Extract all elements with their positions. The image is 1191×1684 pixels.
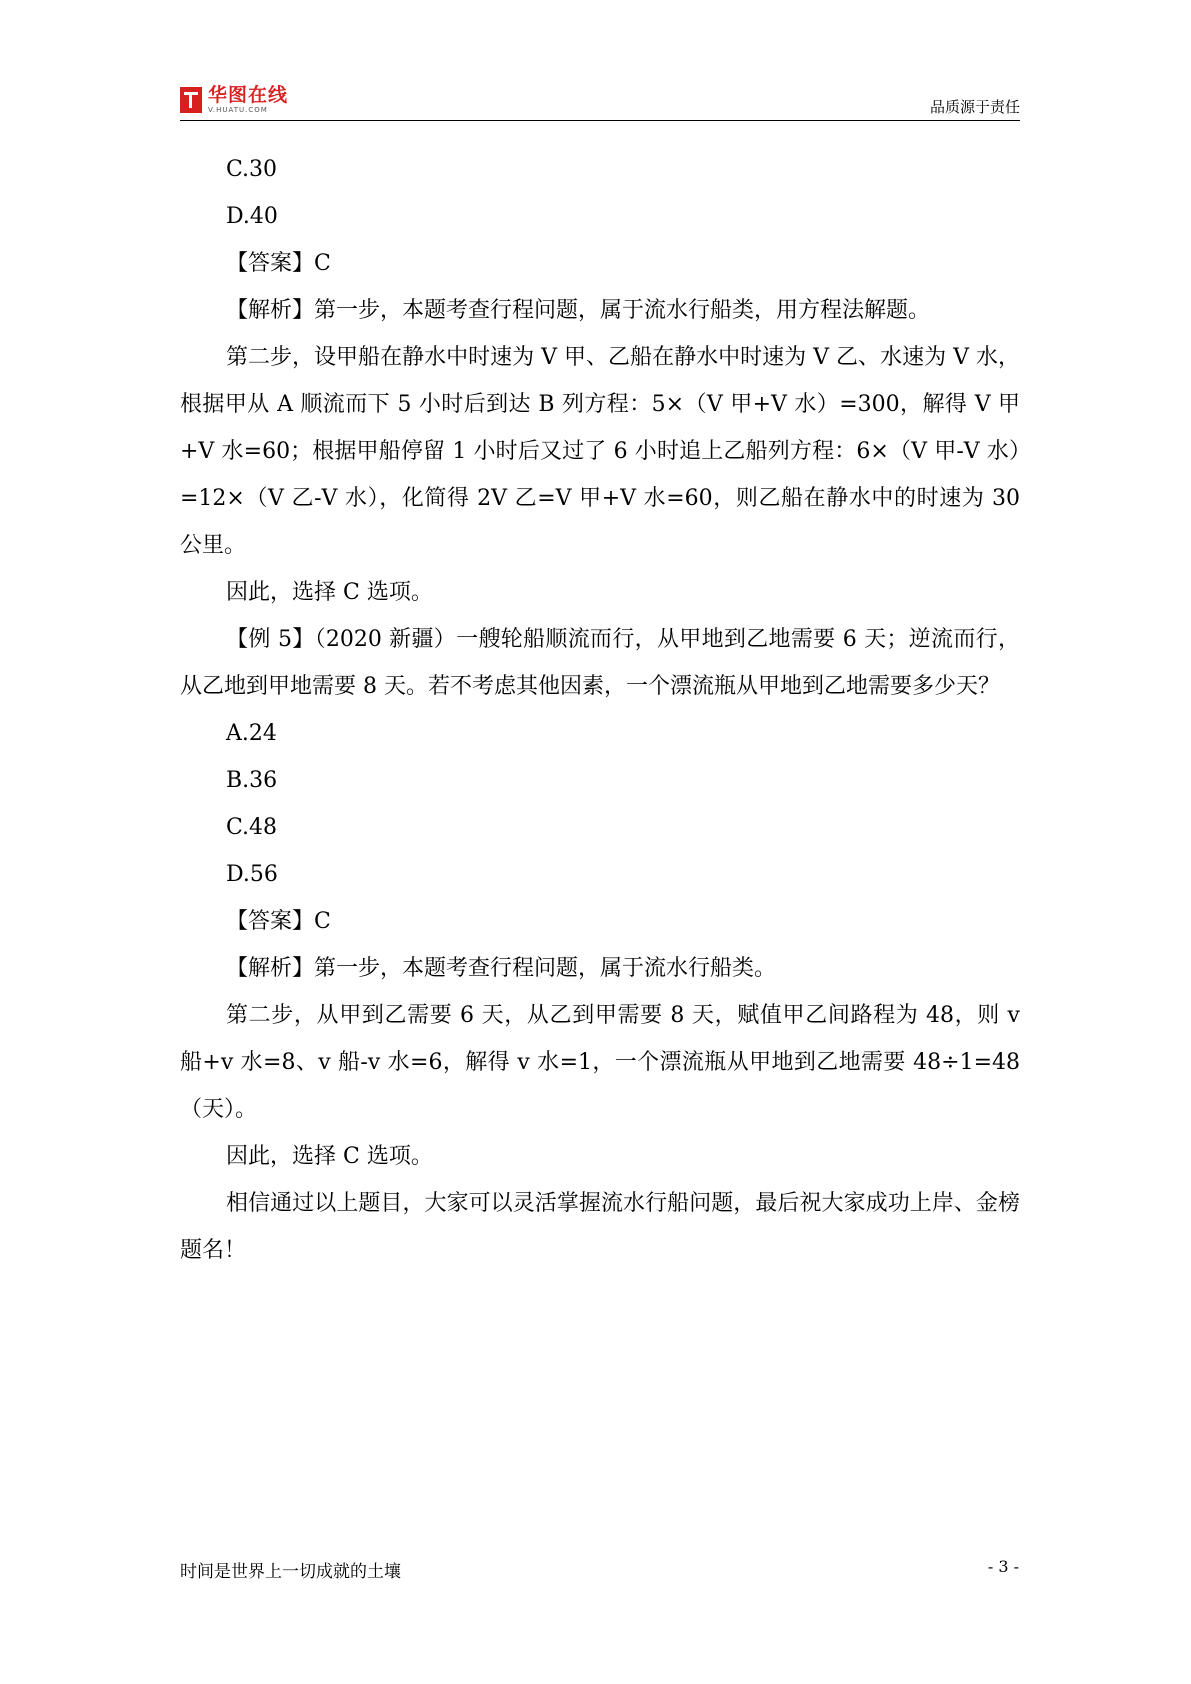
paragraph: 因此，选择 C 选项。 bbox=[226, 1144, 433, 1169]
paragraph: 第二步，从甲到乙需要 6 天，从乙到甲需要 8 天，赋值甲乙间路程为 48，则 v 船+v 水=8、v 船-v 水=6，解得 v 水=1，一个漂流瓶从甲地到乙地需要 48÷1=48（天）。 bbox=[180, 1003, 1020, 1122]
logo bbox=[180, 86, 288, 114]
logo-icon bbox=[180, 87, 202, 113]
paragraph: 相信通过以上题目，大家可以灵活掌握流水行船问题，最后祝大家成功上岸、金榜题名！ bbox=[180, 1191, 1020, 1263]
page-header bbox=[180, 80, 1020, 121]
paragraph: 【例 5】（2020 新疆）一艘轮船顺流而行，从甲地到乙地需要 6 天；逆流而行，从乙地到甲地需要 8 天。若不考虑其他因素，一个漂流瓶从甲地到乙地需要多少天？ bbox=[180, 627, 1020, 699]
paragraph: C.30 bbox=[226, 157, 278, 182]
paragraph: A.24 bbox=[226, 721, 277, 746]
page-number: - 3 - bbox=[987, 1557, 1019, 1576]
header-slogan: 品质源于责任 bbox=[929, 98, 1020, 116]
footer-motto: 时间是世界上一切成就的土壤 bbox=[180, 1562, 401, 1582]
paragraph: 【答案】C bbox=[226, 909, 331, 934]
paragraph: 【答案】C bbox=[226, 251, 331, 276]
document-body bbox=[180, 146, 1020, 1274]
logo-name: 华图在线 bbox=[208, 84, 289, 106]
paragraph: D.56 bbox=[226, 862, 278, 887]
paragraph: C.48 bbox=[226, 815, 278, 840]
paragraph: 第二步，设甲船在静水中时速为 V 甲、乙船在静水中时速为 V 乙、水速为 V 水，根据甲从 A 顺流而下 5 小时后到达 B 列方程：5×（V 甲+V 水）=300，解得 V 甲+V 水=60；根据甲船停留 1 小时后又过了 6 小时追上乙船列方程：6×（V 甲-V 水）=12×（V 乙-V 水），化简得 2V 乙=V 甲+V 水=60，则乙船在静水中的时速为 30 公里。 bbox=[180, 345, 1020, 558]
logo-url: V.HUATU.COM bbox=[208, 106, 268, 114]
paragraph: 【解析】第一步，本题考查行程问题，属于流水行船类，用方程法解题。 bbox=[226, 298, 931, 323]
paragraph: B.36 bbox=[226, 768, 278, 793]
paragraph: D.40 bbox=[226, 204, 278, 229]
paragraph: 【解析】第一步，本题考查行程问题，属于流水行船类。 bbox=[226, 956, 777, 981]
paragraph: 因此，选择 C 选项。 bbox=[226, 580, 433, 605]
